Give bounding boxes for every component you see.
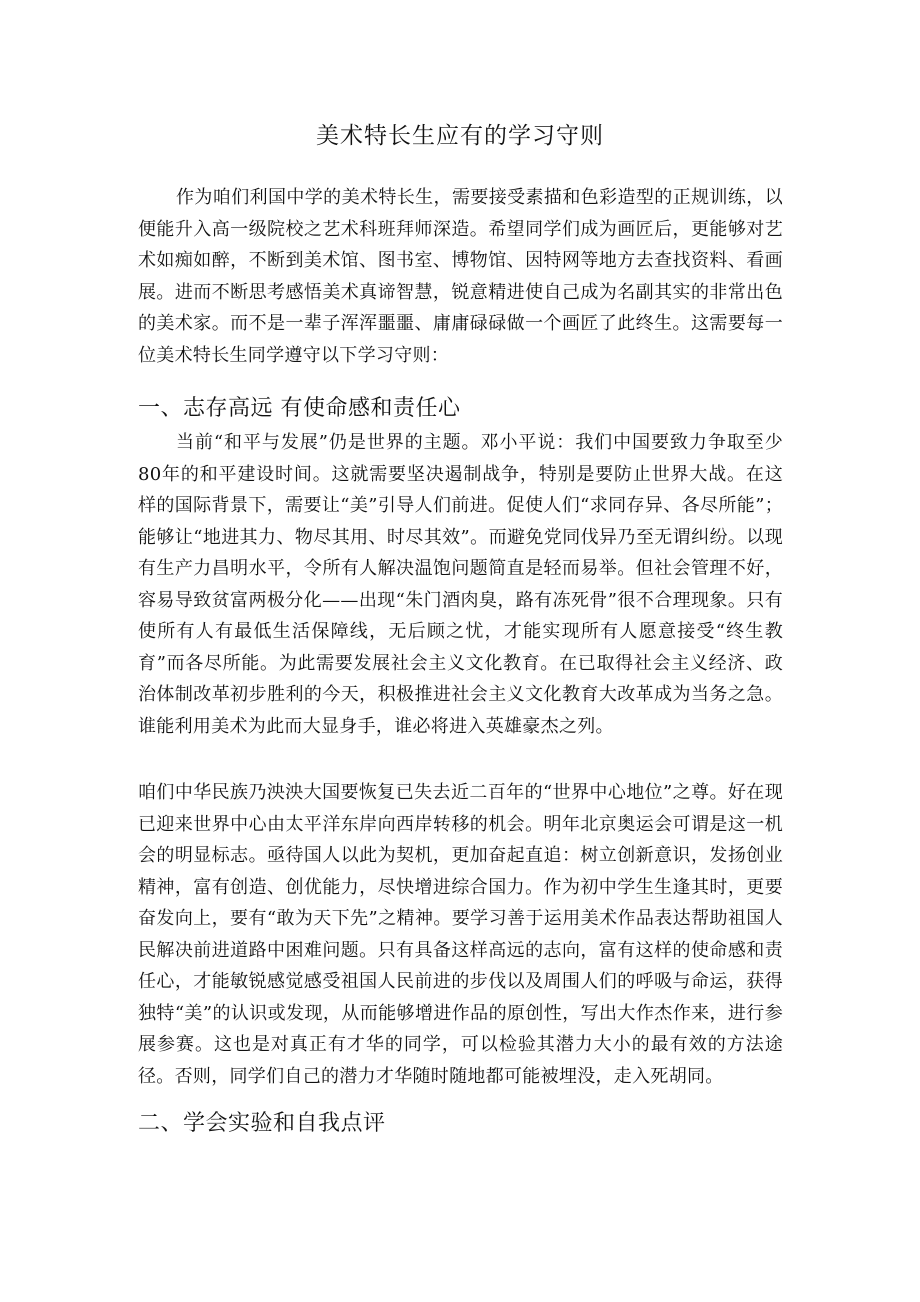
document-title: 美术特长生应有的学习守则 — [316, 123, 604, 149]
intro-paragraph: 作为咱们利国中学的美术特长生，需要接受素描和色彩造型的正规训练，以便能升入高一级院校之艺术科班拜师深造。希望同学们成为画匠后，更能够对艺术如痴如醉，不断到美术馆、图书室、博物馆、因特网等地方去查找资料、看画展。进而不断思考感悟美术真谛智慧，锐意精进使自己成为名副其实的非常出色的美术家。而不是一辈子浑浑噩噩、庸庸碌碌做一个画匠了此终生。这需要每一位美术特长生同学遵守以下学习守则： — [138, 187, 783, 366]
section-1-heading: 一、志存高远 有使命感和责任心 — [138, 396, 461, 421]
section-1-paragraph-2: 咱们中华民族乃泱泱大国要恢复已失去近二百年的“世界中心地位”之尊。好在现已迎来世界中心由太平洋东岸向西岸转移的机会。明年北京奥运会可谓是这一机会的明显标志。亟待国人以此为契机，更加奋起直追：树立创新意识，发扬创业精神，富有创造、创优能力，尽快增进综合国力。作为初中学生生逢其时，更要奋发向上，要有“敢为天下先”之精神。要学习善于运用美术作品表达帮助祖国人民解决前进道路中困难问题。只有具备这样高远的志向，富有这样的使命感和责任心，才能敏锐感觉感受祖国人民前进的步伐以及周围人们的呼吸与命运，获得独特“美”的认识或发现，从而能够增进作品的原创性，写出大作杰作来，进行参展参赛。这也是对真正有才华的同学，可以检验其潜力大小的最有效的方法途径。否则，同学们自己的潜力才华随时随地都可能被埋没，走入死胡同。 — [138, 782, 783, 1087]
section-2-heading: 二、学会实验和自我点评 — [138, 1111, 386, 1136]
section-1-paragraph-1: 当前“和平与发展”仍是世界的主题。邓小平说：我们中国要致力争取至少80年的和平建设时间。这就需要坚决遏制战争，特别是要防止世界大战。在这样的国际背景下，需要让“美”引导人们前进。促使人们“求同存异、各尽所能”；能够让“地进其力、物尽其用、时尽其效”。而避免党同伐异乃至无谓纠纷。以现有生产力昌明水平，令所有人解决温饱问题简直是轻而易举。但社会管理不好，容易导致贫富两极分化——出现“朱门酒肉臭，路有冻死骨”很不合理现象。只有使所有人有最低生活保障线，无后顾之忧，才能实现所有人愿意接受“终生教育”而各尽所能。为此需要发展社会主义文化教育。在已取得社会主义经济、政治体制改革初步胜利的今天，积极推进社会主义文化教育大改革成为当务之急。谁能利用美术为此而大显身手，谁必将进入英雄豪杰之列。 — [138, 432, 783, 737]
